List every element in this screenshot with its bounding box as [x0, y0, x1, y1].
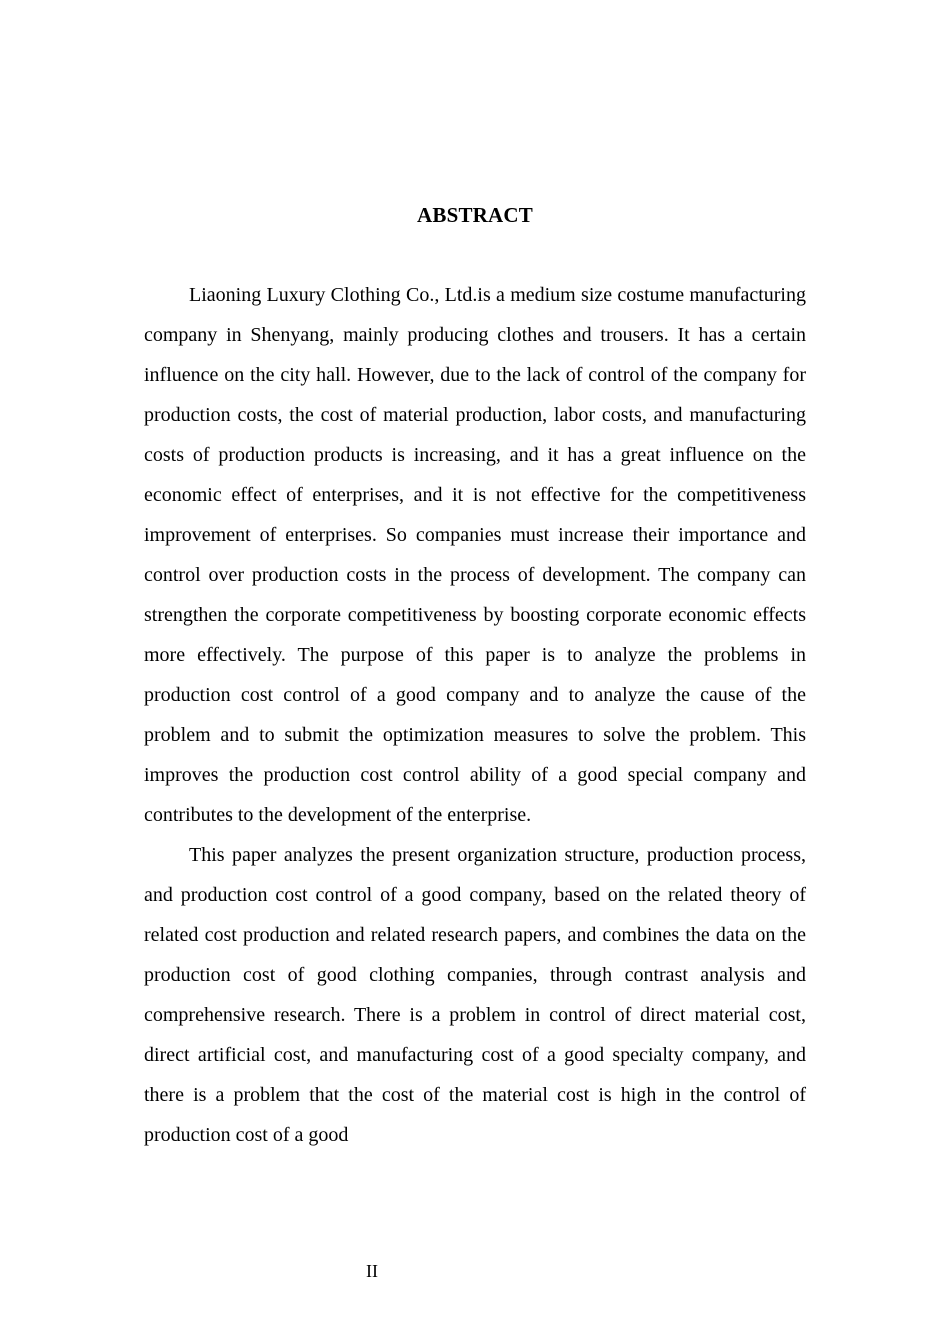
abstract-paragraph-2: This paper analyzes the present organization structure, production process, and production cost control of a good company, based on the related theory of related cost production and related research papers, and combines the data on the production cost of good clothing companies, through contrast analysis and comprehensive research. There is a problem in control of direct material cost, direct artificial cost, and manufacturing cost of a good specialty company, and there is a problem that the cost of the material cost is high in the control of production cost of a good [144, 844, 806, 1146]
page-title: ABSTRACT [417, 203, 533, 227]
abstract-body [144, 275, 806, 1155]
page-number: II [366, 1261, 378, 1281]
abstract-paragraph-1: Liaoning Luxury Clothing Co., Ltd.is a medium size costume manufacturing company in Shenyang, mainly producing clothes and trousers. It has a certain influence on the city hall. However, due to the lack of control of the company for production costs, the cost of material production, labor costs, and manufacturing costs of production products is increasing, and it has a great influence on the economic effect of enterprises, and it is not effective for the competitiveness improvement of enterprises. So companies must increase their importance and control over production costs in the process of development. The company can strengthen the corporate competitiveness by boosting corporate economic effects more effectively. The purpose of this paper is to analyze the problems in production cost control of a good company and to analyze the cause of the problem and to submit the optimization measures to solve the problem. This improves the production cost control ability of a good special company and contributes to the development of the enterprise. [144, 284, 806, 826]
